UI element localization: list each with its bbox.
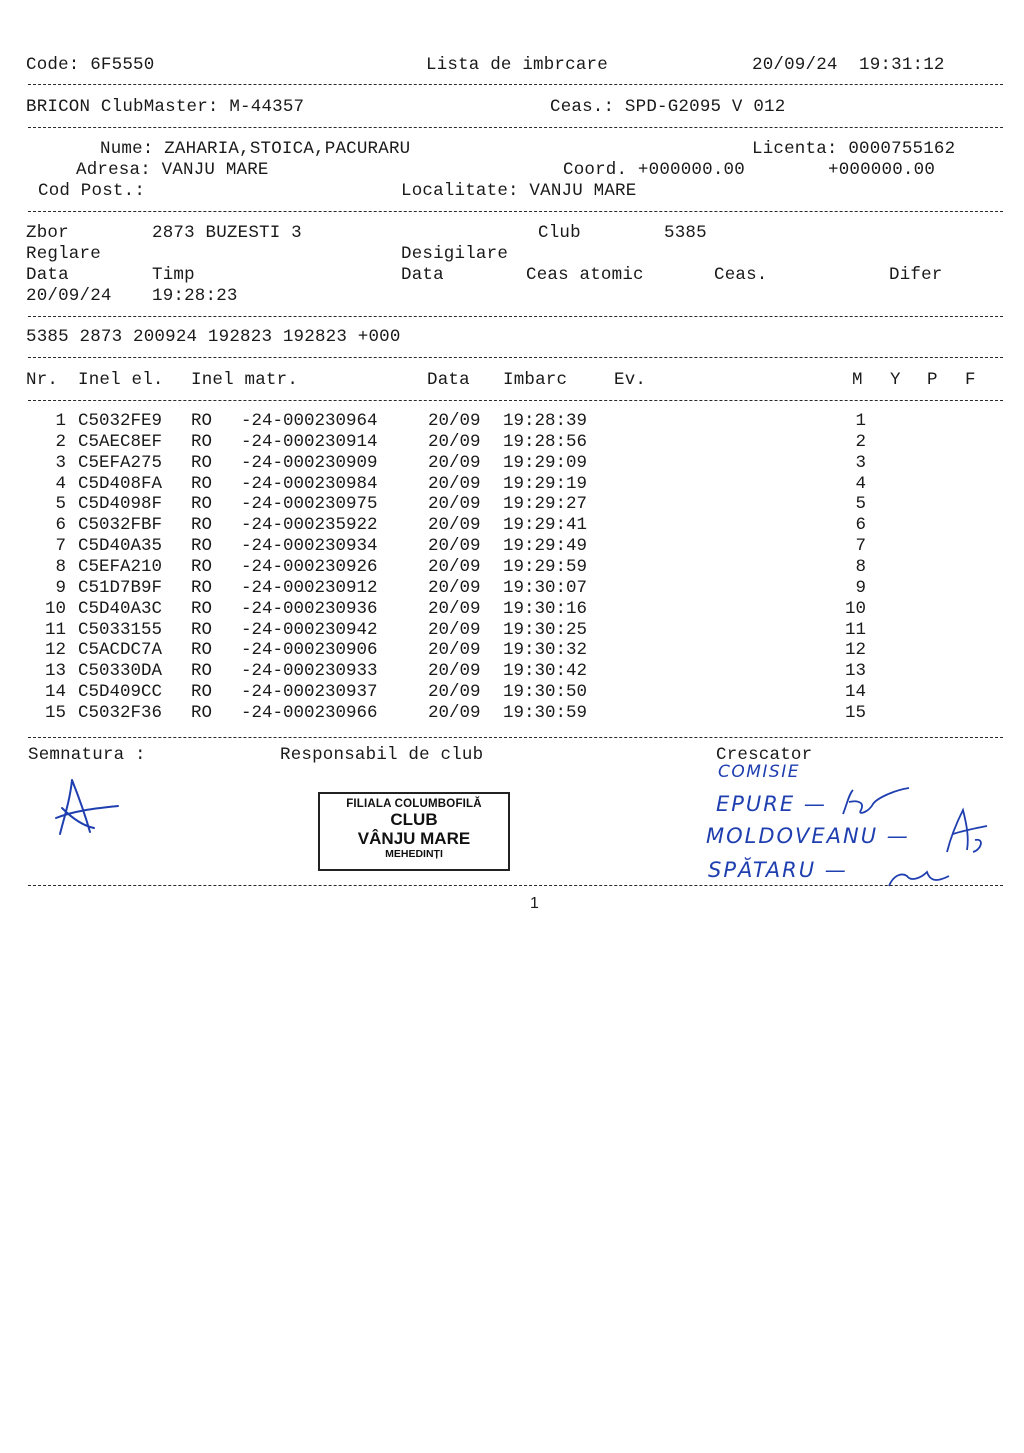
cell-m: 13 [844,661,866,682]
col-nr: Nr. [26,370,59,390]
cell-data: 20/09 [428,515,481,536]
cell-inel-el: C5D40A35 [78,536,163,557]
atomic-clock-label: Ceas atomic [526,265,644,285]
cell-imbarc: 19:29:41 [503,515,588,536]
table-row [0,578,1024,599]
table-row [0,640,1024,661]
cell-data: 20/09 [428,556,481,577]
divider [28,400,1003,401]
cell-imbarc: 19:30:32 [503,640,588,661]
club-responsible-label: Responsabil de club [280,745,484,765]
cell-imbarc: 19:30:59 [503,702,588,723]
cell-inel-matr: -24-000230933 [241,661,378,682]
cell-nr: 15 [44,702,66,723]
cell-data: 20/09 [428,411,481,431]
table-row [0,557,1024,578]
col-m: M [852,370,863,390]
signature-label: Semnatura : [28,745,146,765]
col-inel-matr: Inel matr. [191,370,299,390]
cell-nr: 1 [55,411,66,431]
stamp-line-3: VÂNJU MARE [357,829,471,848]
cell-inel-matr: -24-000230936 [241,598,378,619]
page-number: 1 [530,895,540,912]
col-p: P [927,370,938,390]
table-row [0,494,1024,515]
cell-m: 1 [855,411,866,431]
cell-data: 20/09 [428,536,481,557]
cell-imbarc: 19:30:50 [503,682,588,703]
cell-m: 3 [855,452,866,473]
table-row [0,599,1024,620]
license-number: Licenta: 0000755162 [752,139,956,159]
handwritten-name-1: EPURE — [716,792,827,816]
desigilare-label: Desigilare [401,244,509,264]
cell-m: 6 [855,515,866,536]
cell-imbarc: 19:29:09 [503,452,588,473]
cell-inel-matr: -24-000235922 [241,515,378,536]
cell-nr: 6 [55,515,66,536]
col-y: Y [890,370,901,390]
cell-inel-el: C5EFA275 [78,452,163,473]
difference-label: Difer [889,265,943,285]
cell-inel-matr: -24-000230906 [241,640,378,661]
cell-m: 10 [844,598,866,619]
cell-country: RO [191,682,213,703]
cell-m: 11 [844,619,866,640]
cell-country: RO [191,702,213,723]
data-label: Data [26,265,69,285]
cell-country: RO [191,640,213,661]
cell-m: 9 [855,577,866,598]
cell-inel-el: C5AEC8EF [78,431,163,452]
coordinates: Coord. +000000.00 [563,160,745,180]
cell-nr: 9 [55,577,66,598]
cell-m: 8 [855,556,866,577]
table-row [0,536,1024,557]
cell-data: 20/09 [428,619,481,640]
clock-label: Ceas. [714,265,768,285]
cell-data: 20/09 [428,494,481,515]
cell-data: 20/09 [428,473,481,494]
cell-inel-el: C5D408FA [78,473,163,494]
cell-imbarc: 19:28:39 [503,411,588,431]
divider [28,316,1003,317]
cell-inel-matr: -24-000230984 [241,473,378,494]
postal-code: Cod Post.: [38,181,146,201]
locality: Localitate: VANJU MARE [401,181,637,201]
cell-inel-el: C5D4098F [78,494,163,515]
club-label: Club [538,223,581,243]
cell-inel-matr: -24-000230934 [241,536,378,557]
cell-m: 4 [855,473,866,494]
cell-inel-matr: -24-000230909 [241,452,378,473]
stamp-line-2: CLUB [390,810,438,829]
document-title: Lista de imbrcare [426,55,608,75]
cell-nr: 7 [55,536,66,557]
owner-address: Adresa: VANJU MARE [76,160,269,180]
cell-inel-matr: -24-000230926 [241,556,378,577]
cell-inel-el: C5ACDC7A [78,640,163,661]
cell-nr: 11 [44,619,66,640]
document-code: Code: 6F5550 [26,55,155,75]
col-data: Data [427,370,470,390]
cell-inel-el: C5032FBF [78,515,163,536]
cell-inel-matr: -24-000230966 [241,702,378,723]
cell-data: 20/09 [428,661,481,682]
cell-m: 12 [844,640,866,661]
cell-inel-matr: -24-000230937 [241,682,378,703]
timp-label: Timp [152,265,195,285]
handwritten-signatures [835,780,1015,900]
flight-value: 2873 BUZESTI 3 [152,223,302,243]
stamp-line-4: MEHEDINȚI [385,848,443,860]
cell-country: RO [191,661,213,682]
cell-country: RO [191,411,213,431]
table-row [0,703,1024,724]
cell-nr: 3 [55,452,66,473]
clock-code-line: 5385 2873 200924 192823 192823 +000 [26,327,401,347]
cell-data: 20/09 [428,640,481,661]
data-label-2: Data [401,265,444,285]
cell-nr: 8 [55,556,66,577]
divider [28,737,1003,738]
breeder-label: Crescator [716,745,813,765]
cell-nr: 12 [44,640,66,661]
cell-inel-el: C5032FE9 [78,411,163,431]
cell-inel-el: C5D409CC [78,682,163,703]
divider [28,84,1003,85]
table-row [0,453,1024,474]
handwritten-name-3: SPĂTARU — [708,858,848,882]
owner-names: Nume: ZAHARIA,STOICA,PACURARU [100,139,411,159]
col-ev: Ev. [614,370,647,390]
cell-nr: 4 [55,473,66,494]
cell-data: 20/09 [428,452,481,473]
col-f: F [965,370,976,390]
divider [28,357,1003,358]
club-stamp [318,792,510,871]
table-row [0,432,1024,453]
cell-inel-el: C5033155 [78,619,163,640]
divider [28,211,1003,212]
divider [28,127,1003,128]
table-row [0,620,1024,641]
stamp-line-1: FILIALA COLUMBOFILĂ [346,798,482,810]
cell-country: RO [191,494,213,515]
setting-time: 19:28:23 [152,286,238,306]
cell-inel-matr: -24-000230942 [241,619,378,640]
cell-country: RO [191,556,213,577]
cell-imbarc: 19:30:42 [503,661,588,682]
cell-country: RO [191,598,213,619]
coordinates-second: +000000.00 [828,160,936,180]
reglare-label: Reglare [26,244,101,264]
cell-nr: 13 [44,661,66,682]
print-datetime: 20/09/24 19:31:12 [752,55,945,75]
cell-country: RO [191,452,213,473]
cell-imbarc: 19:29:19 [503,473,588,494]
cell-imbarc: 19:28:56 [503,431,588,452]
table-row [0,682,1024,703]
flight-label: Zbor [26,223,69,243]
cell-imbarc: 19:30:07 [503,577,588,598]
cell-inel-matr: -24-000230912 [241,577,378,598]
table-row [0,411,1024,432]
cell-nr: 5 [55,494,66,515]
cell-m: 5 [855,494,866,515]
cell-inel-matr: -24-000230914 [241,431,378,452]
cell-nr: 14 [44,682,66,703]
cell-imbarc: 19:30:25 [503,619,588,640]
cell-data: 20/09 [428,598,481,619]
col-imbarc: Imbarc [503,370,568,390]
clock-id: Ceas.: SPD-G2095 V 012 [550,97,786,117]
cell-inel-el: C5032F36 [78,702,163,723]
cell-country: RO [191,431,213,452]
cell-country: RO [191,536,213,557]
table-row [0,515,1024,536]
cell-inel-matr: -24-000230975 [241,494,378,515]
cell-nr: 2 [55,431,66,452]
table-row [0,661,1024,682]
cell-m: 2 [855,431,866,452]
cell-imbarc: 19:29:49 [503,536,588,557]
cell-country: RO [191,619,213,640]
cell-nr: 10 [44,598,66,619]
cell-m: 15 [844,702,866,723]
clubmaster-id: BRICON ClubMaster: M-44357 [26,97,305,117]
cell-imbarc: 19:29:59 [503,556,588,577]
cell-country: RO [191,515,213,536]
cell-data: 20/09 [428,702,481,723]
cell-country: RO [191,473,213,494]
cell-data: 20/09 [428,682,481,703]
handwritten-name-2: MOLDOVEANU — [706,824,910,848]
cell-data: 20/09 [428,431,481,452]
cell-inel-matr: -24-000230964 [241,411,378,431]
divider [28,885,1003,886]
table-row [0,474,1024,495]
setting-date: 20/09/24 [26,286,112,306]
cell-imbarc: 19:29:27 [503,494,588,515]
handwritten-commission: COMISIE [718,762,800,782]
cell-m: 14 [844,682,866,703]
club-value: 5385 [664,223,707,243]
col-inel-el: Inel el. [78,370,164,390]
cell-inel-el: C50330DA [78,661,163,682]
cell-inel-el: C51D7B9F [78,577,163,598]
cell-inel-el: C5D40A3C [78,598,163,619]
cell-country: RO [191,577,213,598]
signature-scribble [50,774,130,842]
cell-imbarc: 19:30:16 [503,598,588,619]
cell-data: 20/09 [428,577,481,598]
cell-inel-el: C5EFA210 [78,556,163,577]
cell-m: 7 [855,536,866,557]
